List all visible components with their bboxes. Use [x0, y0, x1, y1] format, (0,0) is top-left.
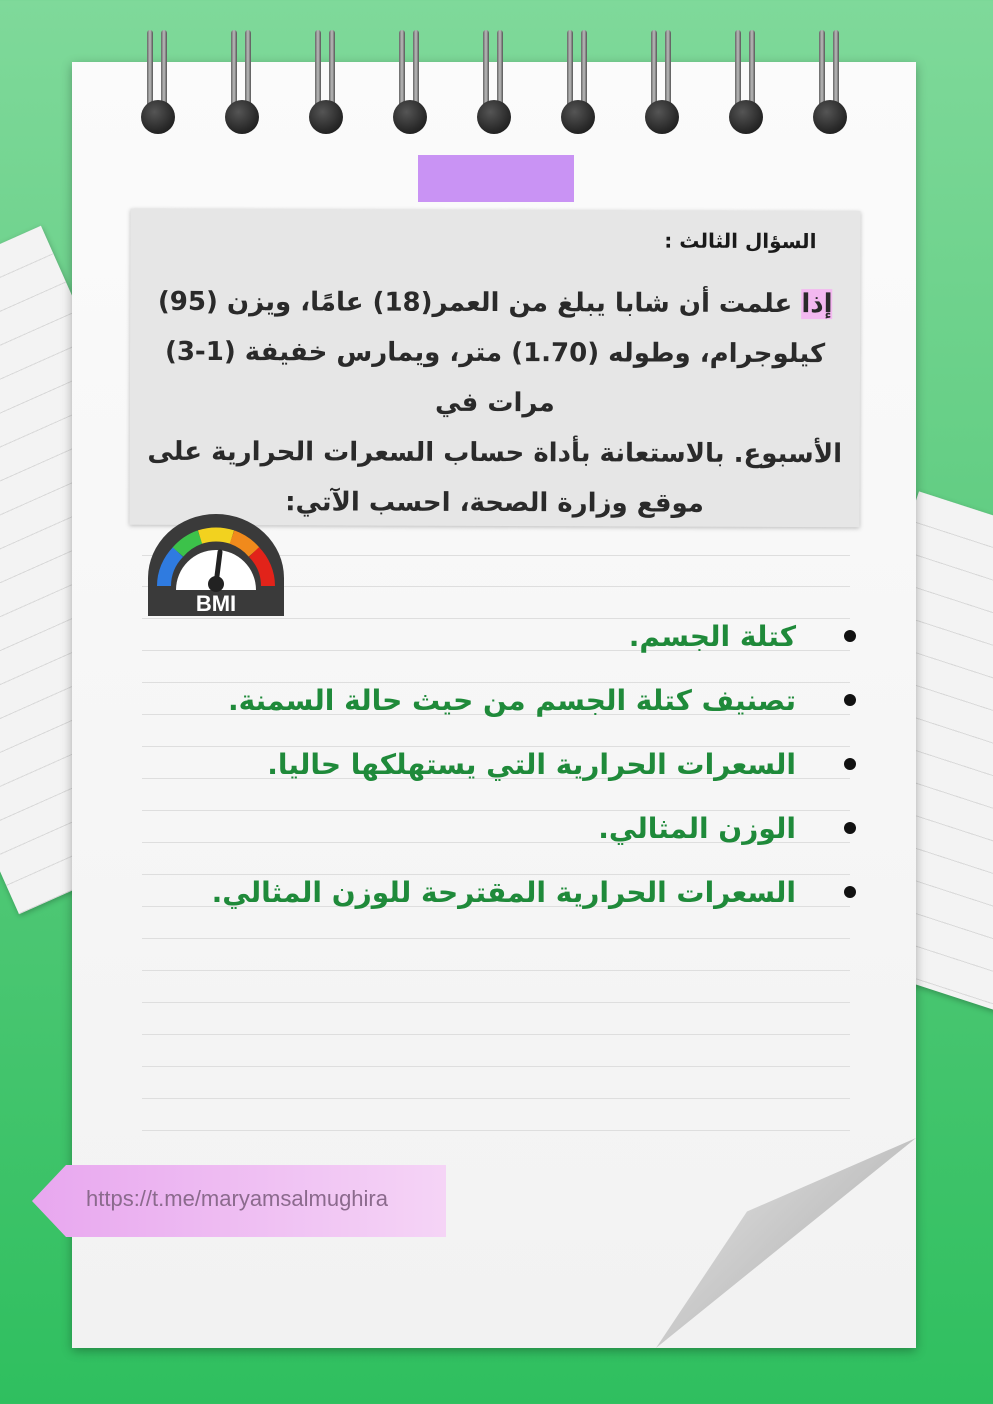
question-text [133, 277, 856, 530]
question-line-1: إذا علمت أن شابا يبلغ من العمر(18) عامًا، ويزن (95) [157, 286, 833, 320]
list-item: السعرات الحرارية المقترحة للوزن المثالي. [140, 868, 860, 932]
question-title: السؤال الثالث : [664, 228, 817, 254]
bullet-icon [844, 630, 856, 642]
task-list [140, 612, 860, 932]
telegram-link[interactable]: https://t.me/maryamsalmughira [86, 1186, 388, 1211]
list-item: كتلة الجسم. [140, 612, 860, 676]
question-line-2: كيلوجرام، وطوله (1.70) متر، ويمارس خفيفة (1-3) مرات في [164, 336, 826, 419]
question-line-3: الأسبوع. بالاستعانة بأداة حساب السعرات الحرارية على [147, 436, 843, 470]
bullet-icon [844, 694, 856, 706]
list-item: الوزن المثالي. [140, 804, 860, 868]
question-box [129, 209, 860, 528]
question-line-4: موقع وزارة الصحة، احسب الآتي: [285, 487, 704, 519]
highlighted-word: إذا [801, 289, 833, 320]
bullet-icon [844, 886, 856, 898]
bmi-label: BMI [195, 591, 237, 616]
purple-tape [418, 155, 574, 202]
bullet-icon [844, 758, 856, 770]
list-item: تصنيف كتلة الجسم من حيث حالة السمنة. [140, 676, 860, 740]
bullet-icon [844, 822, 856, 834]
list-item: السعرات الحرارية التي يستهلكها حاليا. [140, 740, 860, 804]
bmi-gauge-icon [146, 512, 286, 616]
page-curl [656, 1138, 916, 1348]
